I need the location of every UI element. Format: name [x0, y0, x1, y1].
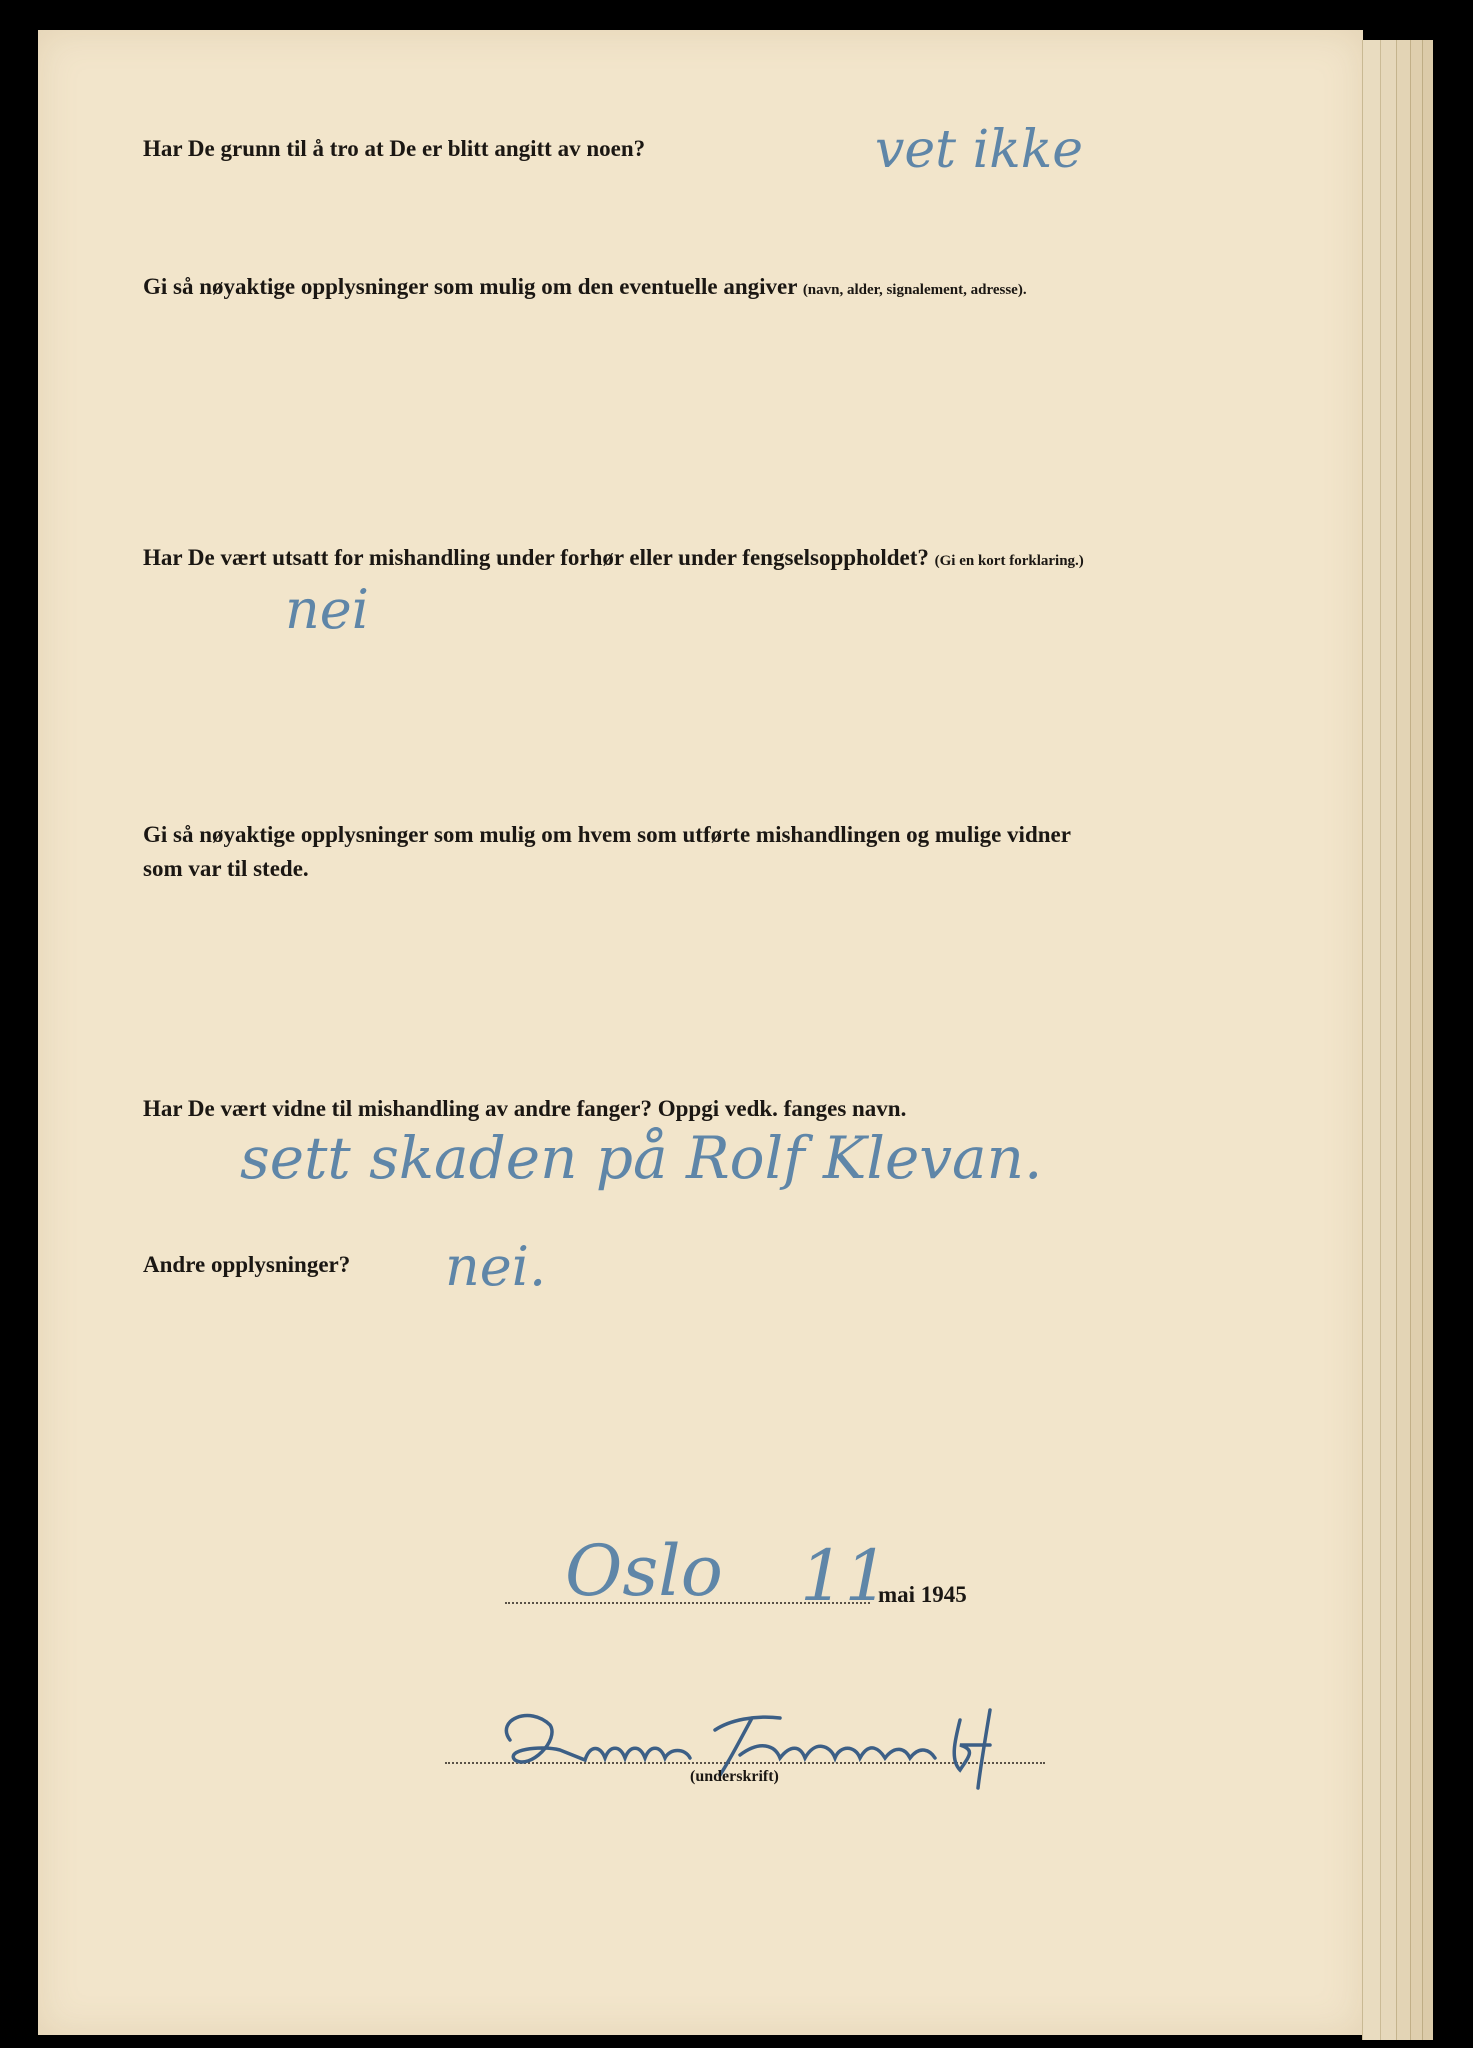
page-edge [1362, 40, 1381, 2040]
answer-angitt: vet ikke [875, 120, 1083, 180]
page-edge [1422, 40, 1433, 2040]
date-day: 11 [800, 1535, 890, 1617]
date-place: Oslo [565, 1530, 723, 1612]
question-utforer-line1: Gi så nøyaktige opplysninger som mulig om hvem som utførte mishandlingen og mulige vidner [143, 822, 1071, 847]
date-printed: mai 1945 [878, 1582, 967, 1607]
page-edge [1396, 40, 1411, 2040]
question-angiver-text: Gi så nøyaktige opplysninger som mulig om den eventuelle angiver [143, 274, 798, 299]
question-utforer-line2: som var til stede. [143, 856, 309, 881]
question-angitt: Har De grunn til å tro at De er blitt angitt av noen? [143, 136, 646, 161]
question-mishandling [143, 545, 1084, 571]
answer-vidne: sett skaden på Rolf Klevan. [240, 1124, 1043, 1192]
page-edge [1380, 40, 1397, 2040]
answer-andre: nei. [445, 1235, 547, 1298]
signature-caption: (underskrift) [690, 1768, 779, 1785]
question-angiver [143, 274, 1027, 300]
question-angiver-note: (navn, alder, signalement, adresse). [802, 282, 1027, 298]
question-andre: Andre opplysninger? [143, 1252, 351, 1277]
answer-mishandling: nei [285, 578, 370, 641]
question-mishandling-text: Har De vært utsatt for mishandling under forhør eller under fengselsoppholdet? [143, 545, 929, 570]
question-mishandling-note: (Gi en kort forklaring.) [934, 553, 1084, 569]
question-vidne: Har De vært vidne til mishandling av andre fanger? Oppgi vedk. fanges navn. [143, 1096, 907, 1121]
